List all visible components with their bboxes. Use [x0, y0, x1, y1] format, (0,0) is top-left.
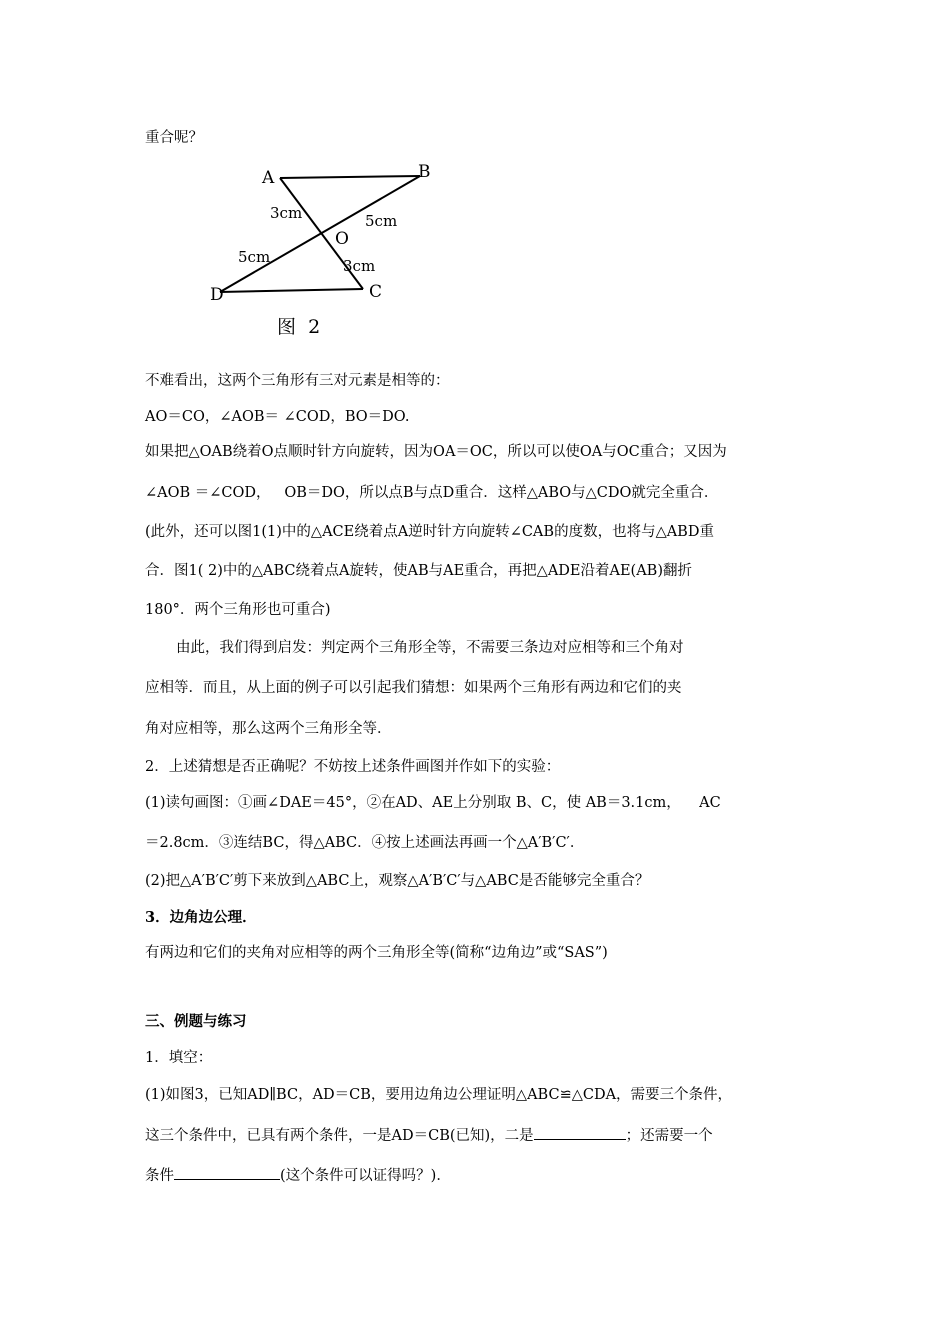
- text-line-21: [145, 1125, 713, 1146]
- length-label-ao: 3cm: [270, 204, 303, 222]
- text-line-8: 180°．两个三角形也可重合): [145, 602, 331, 618]
- length-label-co: 3cm: [343, 257, 376, 275]
- point-label-d: D: [210, 285, 224, 305]
- text-line-10: 应相等．而且，从上面的例子可以引起我们猜想：如果两个三角形有两边和它们的夹: [145, 680, 682, 696]
- text-line-13: (1)读句画图：①画∠DAE＝45°，②在AD、AE上分别取 B、C，使 AB＝3.1cm， AC: [145, 795, 721, 811]
- text-line-7: 合．图1( 2)中的△ABC绕着点A旋转，使AB与AE重合，再把△ADE沿着AE(AB)翻折: [145, 563, 692, 579]
- segment-ab: [280, 176, 420, 178]
- section-heading-examples: 三、例题与练习: [145, 1013, 247, 1030]
- text-line-17: 有两边和它们的夹角对应相等的两个三角形全等(简称“边角边”或“SAS”): [145, 945, 608, 961]
- text-line-1: 重合呢？: [145, 130, 203, 146]
- text-line-14: ＝2.8cm．③连结BC，得△ABC．④按上述画法再画一个△A′B′C′．: [145, 835, 585, 851]
- text-line-22-part-1: 条件: [145, 1168, 174, 1184]
- point-label-c: C: [369, 282, 383, 302]
- text-line-15: (2)把△A′B′C′剪下来放到△ABC上，观察△A′B′C′与△ABC是否能够完全重合？: [145, 873, 650, 889]
- length-label-do: 5cm: [238, 248, 271, 266]
- text-line-3: AO＝CO，∠AOB＝ ∠COD，BO＝DO.: [145, 409, 410, 425]
- text-line-21-part-1: 这三个条件中，已具有两个条件，一是AD＝CB(已知)，二是: [145, 1128, 534, 1144]
- segment-bd: [220, 176, 420, 292]
- fill-blank-1[interactable]: [534, 1125, 626, 1140]
- text-line-9: 由此，我们得到启发：判定两个三角形全等，不需要三条边对应相等和三个角对: [176, 640, 684, 656]
- point-label-b: B: [418, 162, 431, 182]
- text-line-20: (1)如图3，已知AD∥BC，AD＝CB，要用边角边公理证明△ABC≌△CDA，需要三个条件，: [145, 1087, 733, 1103]
- text-line-22-part-2: (这个条件可以证得吗？)．: [280, 1168, 451, 1184]
- section-heading-sas: 3．边角边公理．: [145, 909, 257, 926]
- text-line-4: 如果把△OAB绕着O点顺时针方向旋转，因为OA＝OC，所以可以使OA与OC重合；又因为: [145, 444, 727, 460]
- text-line-2: 不难看出，这两个三角形有三对元素是相等的：: [145, 373, 450, 389]
- figure-2-diagram: [205, 158, 431, 338]
- text-line-19: 1．填空：: [145, 1050, 213, 1066]
- figure-caption: 图 2: [277, 316, 321, 338]
- text-line-22: [145, 1165, 451, 1186]
- segment-dc: [220, 289, 363, 292]
- text-line-21-part-2: ；还需要一个: [625, 1128, 713, 1144]
- fill-blank-2[interactable]: [174, 1165, 280, 1180]
- point-label-o: O: [335, 229, 349, 249]
- length-label-bo: 5cm: [365, 212, 398, 230]
- text-line-12: 2．上述猜想是否正确呢？不妨按上述条件画图并作如下的实验：: [145, 759, 561, 775]
- text-line-5: ∠AOB ＝∠COD， OB＝DO，所以点B与点D重合．这样△ABO与△CDO就完全重合．: [145, 485, 719, 501]
- text-line-6: (此外，还可以图1(1)中的△ACE绕着点A逆时针方向旋转∠CAB的度数，也将与△ABD重: [145, 524, 714, 540]
- point-label-a: A: [262, 168, 275, 188]
- text-line-11: 角对应相等，那么这两个三角形全等．: [145, 721, 392, 737]
